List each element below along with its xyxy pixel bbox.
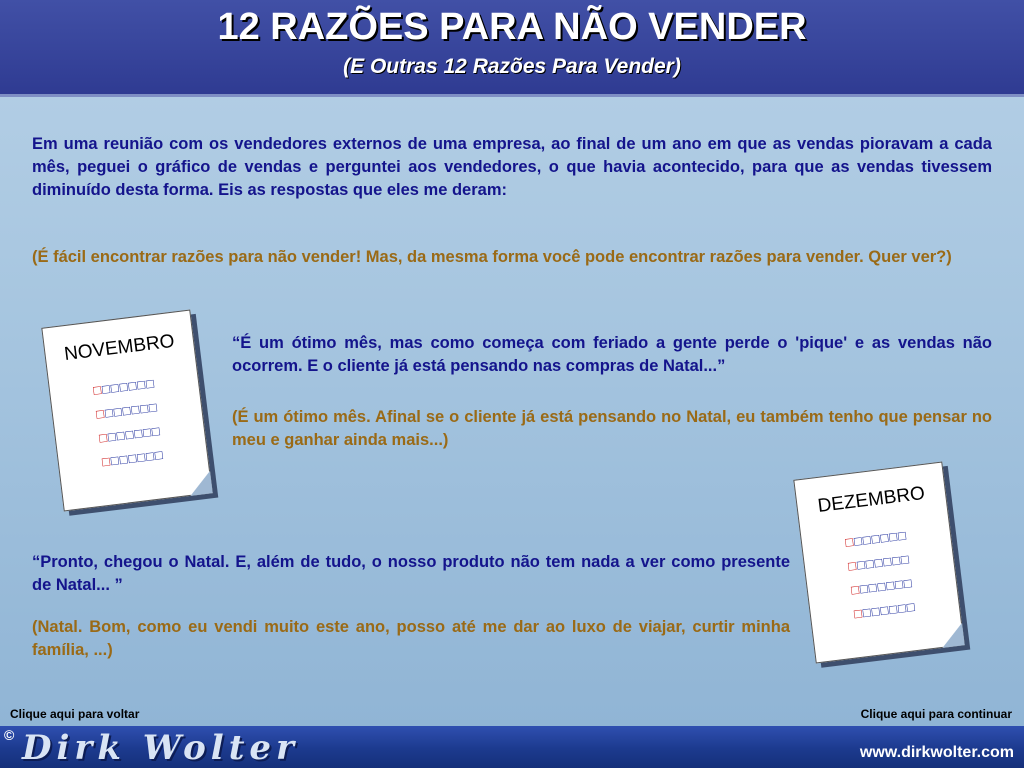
- november-calendar-card: [41, 310, 212, 512]
- page-curl-icon: [188, 471, 213, 496]
- november-month-label: NOVEMBRO: [63, 330, 176, 366]
- november-answer: (É um ótimo mês. Afinal se o cliente já está pensando no Natal, eu também tenho que pensar no meu e ganhar ainda mais...): [232, 408, 992, 449]
- slide-subtitle: (E Outras 12 Razões Para Vender): [343, 55, 681, 78]
- december-line-2: □□□□□□□: [847, 551, 911, 574]
- next-link[interactable]: Clique aqui para continuar: [860, 707, 1012, 721]
- slide-header: [0, 0, 1024, 97]
- footer-bar: [0, 726, 1024, 768]
- december-answer: (Natal. Bom, como eu vendi muito este ano, posso até me dar ao luxo de viajar, curtir minha família, ...): [32, 618, 790, 659]
- november-line-2: □□□□□□□: [95, 399, 159, 422]
- december-line-3: □□□□□□□: [850, 575, 914, 598]
- december-line-4: □□□□□□□: [853, 598, 917, 622]
- brand-logo: Dirk Wolter: [22, 728, 299, 768]
- intro-paragraph: Em uma reunião com os vendedores externos de uma empresa, ao final de um ano em que as vendas pioravam a cada mês, peguei o gráfico de vendas e perguntei aos vendedores, o que havia acontecido, para que as vendas tivessem diminuído desta forma. Eis as respostas que eles me deram:: [32, 135, 992, 199]
- november-line-4: □□□□□□□: [101, 446, 165, 470]
- back-link[interactable]: Clique aqui para voltar: [10, 707, 140, 721]
- december-line-1: □□□□□□□: [844, 527, 908, 550]
- november-excuse: “É um ótimo mês, mas como começa com feriado a gente perde o 'pique' e as vendas não ocorrem. E o cliente já está pensando nas compras de Natal...”: [232, 334, 992, 375]
- november-line-1: □□□□□□□: [92, 375, 156, 398]
- december-excuse: “Pronto, chegou o Natal. E, além de tudo, o nosso produto não tem nada a ver como presente de Natal... ”: [32, 553, 790, 594]
- december-calendar-card: [793, 462, 964, 664]
- slide-title: 12 RAZÕES PARA NÃO VENDER: [217, 6, 807, 48]
- intro-counter: (É fácil encontrar razões para não vender! Mas, da mesma forma você pode encontrar razões para vender. Quer ver?): [32, 248, 952, 266]
- website-url: www.dirkwolter.com: [859, 744, 1014, 761]
- november-line-3: □□□□□□□: [98, 423, 162, 446]
- december-month-label: DEZEMBRO: [816, 482, 927, 517]
- page-curl-icon: [940, 623, 965, 648]
- copyright-icon: ©: [4, 727, 15, 743]
